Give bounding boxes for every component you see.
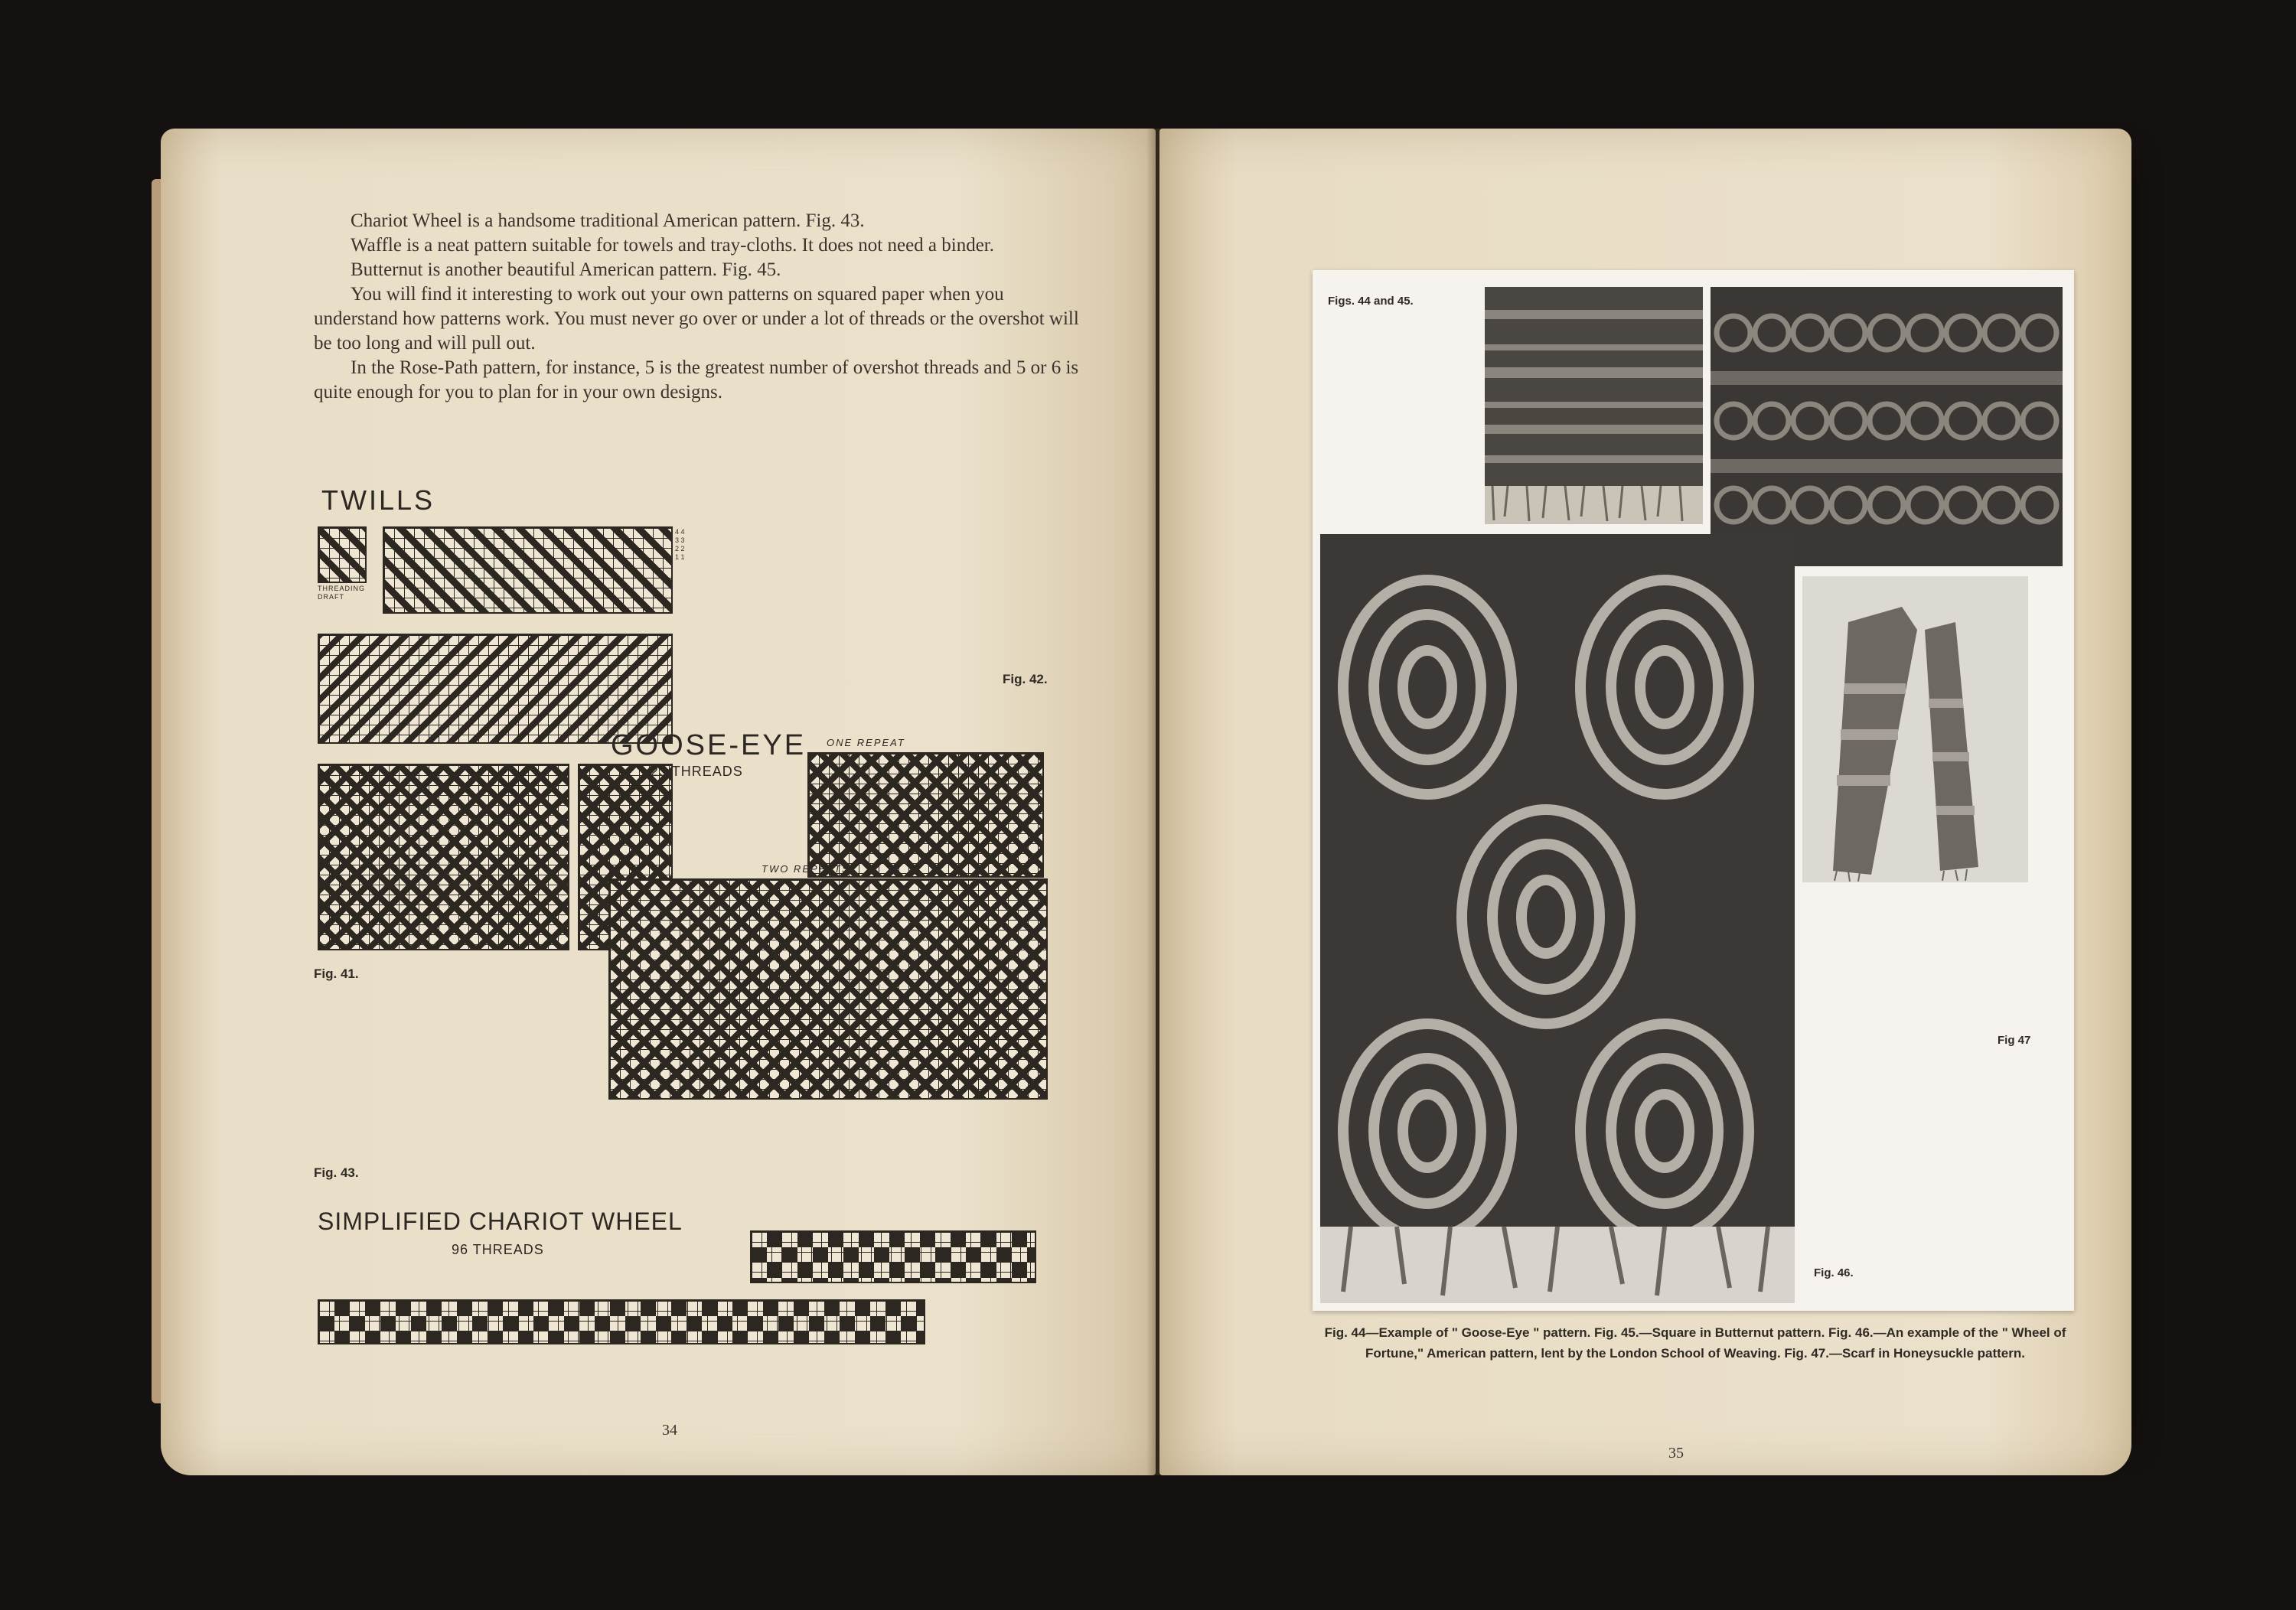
chariot-wheel-threads: 96 THREADS bbox=[452, 1242, 544, 1257]
twill-draft-2 bbox=[318, 634, 673, 744]
fig44-goose-eye-photo bbox=[1485, 287, 1703, 524]
right-page bbox=[1159, 129, 2131, 1475]
twills-title: TWILLS bbox=[321, 484, 435, 516]
chariot-wheel-draft-long bbox=[318, 1299, 925, 1344]
left-page bbox=[161, 129, 1156, 1475]
fig47-scarf-photo bbox=[1802, 576, 2028, 882]
one-repeat-label: ONE REPEAT bbox=[827, 737, 905, 748]
fig41-label: Fig. 41. bbox=[314, 966, 359, 981]
twill-notes-1: 4 4 3 3 2 2 1 1 bbox=[675, 528, 685, 561]
chariot-wheel-title: SIMPLIFIED CHARIOT WHEEL bbox=[318, 1208, 683, 1235]
paragraph-chariot-wheel: Chariot Wheel is a handsome traditional American pattern. Fig. 43. bbox=[351, 210, 865, 231]
paragraph-squared-paper: You will find it interesting to work out your own patterns on squared paper when you understand how patterns work. You must never go over or under a lot of threads or the overshot will be too long and will pull out. bbox=[314, 284, 1079, 354]
goose-eye-threads: 23 THREADS bbox=[651, 764, 743, 779]
twill-draft-1 bbox=[383, 526, 673, 614]
figure-caption: Fig. 44—Example of " Goose-Eye " pattern. Fig. 45.—Square in Butternut pattern. Fig. 46.—An example of the " Wheel of Fortune," American pattern, lent by the London School of Weaving. Fig. 47.—Scarf in Honeysuckle pattern. bbox=[1324, 1325, 2066, 1361]
chariot-wheel-draft-short bbox=[750, 1230, 1036, 1283]
fig47-label: Fig 47 bbox=[1998, 1034, 2031, 1047]
fig46-label: Fig. 46. bbox=[1814, 1266, 1854, 1279]
paragraph-waffle: Waffle is a neat pattern suitable for towels and tray-cloths. It does not need a binder. bbox=[351, 235, 995, 256]
open-book bbox=[138, 113, 2158, 1475]
goose-eye-title: GOOSE-EYE bbox=[611, 729, 807, 761]
page-number-right: 35 bbox=[1668, 1445, 1684, 1462]
fig43-label: Fig. 43. bbox=[314, 1165, 359, 1180]
fig42-label: Fig. 42. bbox=[1003, 672, 1048, 686]
page-number-left: 34 bbox=[662, 1422, 677, 1439]
two-repeats-label: TWO REPEATS bbox=[762, 863, 850, 875]
paragraph-butternut: Butternut is another beautiful American pattern. Fig. 45. bbox=[351, 259, 781, 280]
fig45-butternut-photo bbox=[1711, 287, 2063, 566]
paragraph-rose-path: In the Rose-Path pattern, for instance, 5 is the greatest number of overshot threads and 5 or 6 is quite enough for you to plan for in your own designs. bbox=[314, 357, 1079, 402]
photo-plate bbox=[1313, 270, 2074, 1311]
goose-eye-draft-main bbox=[608, 878, 1048, 1100]
body-text bbox=[314, 209, 1079, 405]
threading-draft-label: THREADING DRAFT bbox=[318, 585, 366, 601]
figs-44-45-label: Figs. 44 and 45. bbox=[1328, 295, 1414, 308]
fig46-wheel-of-fortune-photo bbox=[1320, 534, 1795, 1303]
twill-draft-3 bbox=[318, 764, 569, 950]
goose-eye-draft-top bbox=[807, 752, 1044, 878]
threading-draft-grid bbox=[318, 526, 367, 583]
